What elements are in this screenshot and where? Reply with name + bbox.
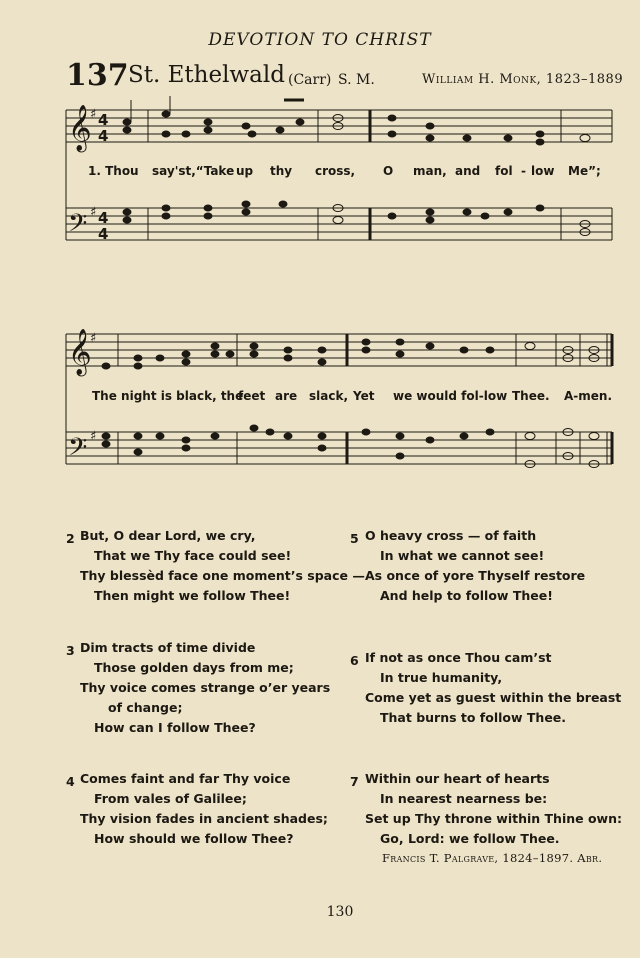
music-system-1 (0, 94, 640, 264)
page-number: 130 (326, 904, 354, 920)
verse-line: Within our heart of hearts (365, 771, 550, 786)
verse-number: 3 (66, 643, 75, 658)
bass-clef-icon: 𝄢 (68, 433, 88, 468)
lyric-word: A-men. (564, 389, 613, 403)
verse-line: That we Thy face could see! (94, 548, 292, 563)
verse-line: Go, Lord: we follow Thee. (380, 831, 560, 846)
verse-line: of change; (108, 700, 183, 715)
verse-line: Set up Thy throne within Thine own: (365, 811, 623, 826)
svg-text:4: 4 (98, 225, 109, 243)
treble-clef-icon: 𝄞 (68, 329, 92, 375)
verse-line: Come yet as guest within the breast (365, 690, 622, 705)
verse-line: That burns to follow Thee. (380, 710, 567, 725)
lyric-word: low (531, 164, 555, 178)
lyric-word: O (383, 164, 394, 178)
verse-line: How can I follow Thee? (94, 720, 256, 735)
author-credit: Francis T. Palgrave, 1824–1897. Abr. (382, 851, 603, 865)
lyric-word: man, (413, 164, 447, 178)
verse-line: Thy blessèd face one moment’s space — (80, 568, 365, 583)
verse-line: In true humanity, (380, 670, 503, 685)
verse-line: How should we follow Thee? (94, 831, 294, 846)
sharp-icon: ♯ (90, 429, 97, 444)
section-title: DEVOTION TO CHRIST (208, 30, 432, 50)
verse-line: In what we cannot see! (380, 548, 545, 563)
bass-clef-icon: 𝄢 (68, 209, 88, 244)
verse-line: In nearest nearness be: (380, 791, 548, 806)
lyric-word: and (455, 164, 481, 178)
verse-number: 4 (66, 774, 75, 789)
verse-line: From vales of Galilee; (94, 791, 247, 806)
lyric-word: thy (270, 164, 293, 178)
lyric-word: 1. Thou (88, 164, 139, 178)
lyric-word: up (236, 164, 254, 178)
verse-5 (0, 526, 640, 626)
lyric-word: Me”; (568, 164, 601, 178)
lyric-word: Yet (353, 389, 375, 403)
verse-line: O heavy cross — of faith (365, 528, 537, 543)
verse-line: Thy voice comes strange o’er years (80, 680, 331, 695)
verse-number: 7 (350, 774, 359, 789)
tune-alternate-name: (Carr) (288, 72, 332, 88)
lyric-word: The night is black, the (92, 389, 244, 403)
sharp-icon: ♯ (90, 107, 97, 122)
sharp-icon: ♯ (90, 205, 97, 220)
verse-number: 2 (66, 531, 75, 546)
verse-6 (0, 648, 640, 748)
lyric-word: slack, (309, 389, 349, 403)
verse-line: And help to follow Thee! (380, 588, 553, 603)
composer-credit: William H. Monk, 1823–1889 (422, 72, 624, 87)
verse-line: Then might we follow Thee! (94, 588, 291, 603)
lyric-word: - (521, 164, 526, 178)
svg-text:4: 4 (98, 127, 109, 145)
lyric-word: fol (495, 164, 513, 178)
verse-line: If not as once Thou cam’st (365, 650, 552, 665)
lyric-word: cross, (315, 164, 356, 178)
hymn-number: 137 (66, 58, 129, 93)
lyric-word: Thee. (512, 389, 550, 403)
svg-text:4: 4 (98, 209, 109, 227)
lyric-word: are (275, 389, 298, 403)
verse-line: Those golden days from me; (94, 660, 294, 675)
verse-line: Dim tracts of time divide (80, 640, 256, 655)
verse-number: 6 (350, 653, 359, 668)
meter: S. M. (338, 72, 375, 88)
verse-line: But, O dear Lord, we cry, (80, 528, 256, 543)
verse-line: As once of yore Thyself restore (365, 568, 586, 583)
tune-name: St. Ethelwald (128, 62, 285, 88)
lyric-word: we would fol-low (393, 389, 508, 403)
lyric-word: say'st,“Take (152, 164, 235, 178)
treble-clef-icon: 𝄞 (68, 105, 92, 151)
lyric-word: feet (238, 389, 266, 403)
music-system-2 (0, 318, 640, 488)
verse-number: 5 (350, 531, 359, 546)
sharp-icon: ♯ (90, 331, 97, 346)
svg-text:4: 4 (98, 111, 109, 129)
verse-line: Comes faint and far Thy voice (80, 771, 291, 786)
verse-line: Thy vision fades in ancient shades; (80, 811, 328, 826)
